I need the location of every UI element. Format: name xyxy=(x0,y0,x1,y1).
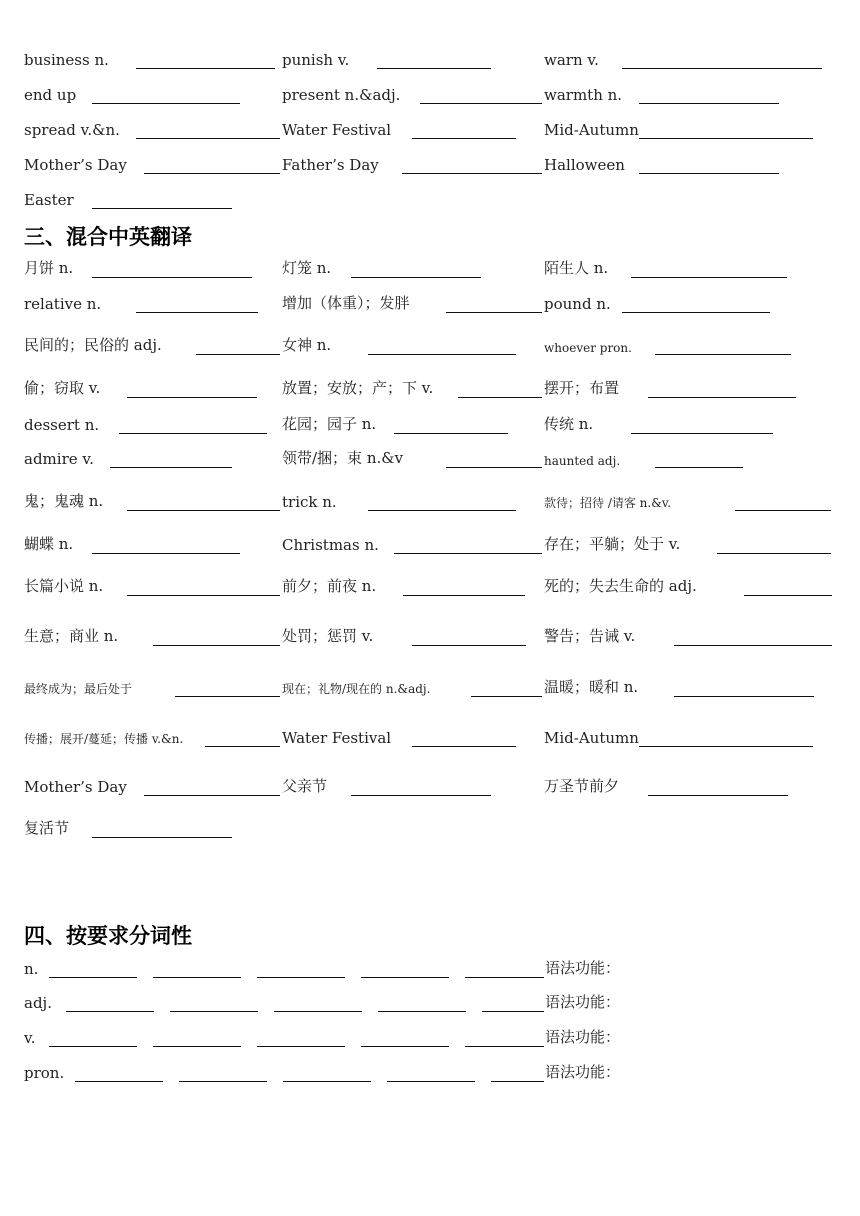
vocab-item xyxy=(24,115,282,145)
answer-blank[interactable] xyxy=(136,312,258,313)
translate-item xyxy=(544,331,844,361)
translate-row-2 xyxy=(0,289,860,319)
translate-row-14 xyxy=(0,814,860,844)
answer-blank[interactable] xyxy=(205,746,280,747)
pos-row-noun xyxy=(0,954,860,984)
translate-item xyxy=(544,289,844,319)
translate-label: 最终成为；最后处于 xyxy=(24,682,133,696)
translate-row-6 xyxy=(0,444,860,474)
answer-blank[interactable] xyxy=(92,553,240,554)
answer-blank[interactable] xyxy=(631,433,773,434)
answer-blank[interactable] xyxy=(351,277,481,278)
answer-blank[interactable] xyxy=(735,510,831,511)
translate-label: 增加（体重）；发胖 xyxy=(282,294,410,312)
grammar-function-label: 语法功能： xyxy=(545,959,621,977)
translate-label: Christmas n. xyxy=(282,536,379,554)
answer-blank[interactable] xyxy=(622,68,822,69)
answer-blank[interactable] xyxy=(655,467,743,468)
answer-blank[interactable] xyxy=(420,103,542,104)
translate-item xyxy=(24,410,282,440)
translate-item xyxy=(544,444,844,474)
vocab-label: business n. xyxy=(24,51,109,69)
answer-blank[interactable] xyxy=(387,1081,475,1082)
answer-blank[interactable] xyxy=(458,397,542,398)
grammar-function-label: 语法功能： xyxy=(545,1063,621,1081)
translate-row-4 xyxy=(0,374,860,404)
vocab-label: Father’s Day xyxy=(282,156,379,174)
answer-blank[interactable] xyxy=(361,1046,449,1047)
translate-item xyxy=(282,622,544,652)
answer-blank[interactable] xyxy=(471,696,542,697)
answer-blank[interactable] xyxy=(378,1011,466,1012)
translate-item xyxy=(544,410,844,440)
translate-item xyxy=(282,530,544,560)
answer-blank[interactable] xyxy=(153,977,241,978)
answer-blank[interactable] xyxy=(368,354,516,355)
answer-blank[interactable] xyxy=(648,795,788,796)
translate-label: 款待；招待 /请客 n.&v. xyxy=(544,496,672,510)
pos-label: pron. xyxy=(24,1064,65,1082)
vocab-label: punish v. xyxy=(282,51,350,69)
vocab-label: present n.&adj. xyxy=(282,86,401,104)
translate-label: 死的；失去生命的 adj. xyxy=(544,577,697,595)
vocab-item xyxy=(544,115,844,145)
answer-blank[interactable] xyxy=(127,397,257,398)
pos-row-adj xyxy=(0,988,860,1018)
answer-blank[interactable] xyxy=(283,1081,371,1082)
vocab-label: Water Festival xyxy=(282,121,392,139)
vocab-item xyxy=(282,45,544,75)
translate-label: 月饼 n. xyxy=(24,259,74,277)
answer-blank[interactable] xyxy=(351,795,491,796)
translate-label: whoever pron. xyxy=(544,341,632,355)
translate-item xyxy=(24,444,282,474)
answer-blank[interactable] xyxy=(136,138,280,139)
answer-blank[interactable] xyxy=(175,696,280,697)
vocab-item xyxy=(24,80,282,110)
answer-blank[interactable] xyxy=(257,1046,345,1047)
translate-label: 现在；礼物/现在的 n.&adj. xyxy=(282,682,431,696)
translate-row-9 xyxy=(0,572,860,602)
translate-item xyxy=(282,444,544,474)
answer-blank[interactable] xyxy=(377,68,491,69)
vocab-label: warn v. xyxy=(544,51,599,69)
pos-item xyxy=(24,1058,844,1088)
section-3-title: 三、混合中英翻译 xyxy=(24,225,192,249)
translate-label: 存在；平躺；处于 v. xyxy=(544,535,681,553)
answer-blank[interactable] xyxy=(274,1011,362,1012)
vocab-item xyxy=(544,150,844,180)
translate-item xyxy=(544,723,844,753)
translate-row-12 xyxy=(0,723,860,753)
translate-row-7 xyxy=(0,487,860,517)
answer-blank[interactable] xyxy=(639,138,813,139)
translate-label: admire v. xyxy=(24,450,94,468)
vocab-item xyxy=(24,45,282,75)
translate-item xyxy=(24,723,282,753)
translate-label: 领带/捆；束 n.&v xyxy=(282,449,404,467)
vocab-label: Easter xyxy=(24,191,74,209)
answer-blank[interactable] xyxy=(127,595,280,596)
vocab-label: Halloween xyxy=(544,156,625,174)
answer-blank[interactable] xyxy=(394,553,542,554)
translate-item xyxy=(24,814,282,844)
translate-label: 鬼；鬼魂 n. xyxy=(24,492,104,510)
answer-blank[interactable] xyxy=(717,553,831,554)
translate-label: 放置；安放；产；下 v. xyxy=(282,379,434,397)
answer-blank[interactable] xyxy=(153,1046,241,1047)
answer-blank[interactable] xyxy=(170,1011,258,1012)
answer-blank[interactable] xyxy=(639,173,779,174)
translate-label: 复活节 xyxy=(24,819,70,837)
translate-row-10 xyxy=(0,622,860,652)
vocab-label: Mid-Autumn xyxy=(544,121,639,139)
answer-blank[interactable] xyxy=(412,746,516,747)
translate-label: 万圣节前夕 xyxy=(544,777,620,795)
answer-blank[interactable] xyxy=(144,173,280,174)
translate-item xyxy=(24,673,282,703)
answer-blank[interactable] xyxy=(92,837,232,838)
answer-blank[interactable] xyxy=(66,1011,154,1012)
translate-item xyxy=(24,331,282,361)
translate-item xyxy=(544,572,844,602)
answer-blank[interactable] xyxy=(92,103,240,104)
translate-row-1 xyxy=(0,254,860,284)
translate-label: relative n. xyxy=(24,295,102,313)
translate-label: 警告；告诫 v. xyxy=(544,627,636,645)
answer-blank[interactable] xyxy=(482,1011,544,1012)
answer-blank[interactable] xyxy=(119,433,267,434)
translate-item xyxy=(24,572,282,602)
translate-row-11 xyxy=(0,673,860,703)
translate-label: 长篇小说 n. xyxy=(24,577,104,595)
vocab-item xyxy=(282,150,544,180)
translate-row-5 xyxy=(0,410,860,440)
answer-blank[interactable] xyxy=(639,103,779,104)
translate-item xyxy=(544,254,844,284)
answer-blank[interactable] xyxy=(744,595,832,596)
translate-item xyxy=(282,487,544,517)
translate-item xyxy=(282,772,544,802)
vocab-item xyxy=(544,80,844,110)
vocab-row-5 xyxy=(0,185,860,215)
translate-item xyxy=(544,374,844,404)
pos-row-pronoun xyxy=(0,1058,860,1088)
answer-blank[interactable] xyxy=(674,696,814,697)
translate-item xyxy=(282,254,544,284)
translate-label: 摆开；布置 xyxy=(544,379,620,397)
translate-label: Mother’s Day xyxy=(24,778,127,796)
translate-label: 花园；园子 n. xyxy=(282,415,377,433)
translate-label: pound n. xyxy=(544,295,611,313)
answer-blank[interactable] xyxy=(92,208,232,209)
answer-blank[interactable] xyxy=(49,977,137,978)
translate-item xyxy=(544,530,844,560)
answer-blank[interactable] xyxy=(465,1046,544,1047)
translate-label: 偷；窃取 v. xyxy=(24,379,101,397)
translate-label: 处罚；惩罚 v. xyxy=(282,627,374,645)
answer-blank[interactable] xyxy=(446,467,542,468)
translate-row-3 xyxy=(0,331,860,361)
translate-item xyxy=(282,289,544,319)
answer-blank[interactable] xyxy=(394,433,508,434)
answer-blank[interactable] xyxy=(92,277,252,278)
answer-blank[interactable] xyxy=(75,1081,163,1082)
answer-blank[interactable] xyxy=(674,645,832,646)
answer-blank[interactable] xyxy=(196,354,280,355)
vocab-row-4 xyxy=(0,150,860,180)
translate-item xyxy=(282,410,544,440)
translate-label: 灯笼 n. xyxy=(282,259,332,277)
answer-blank[interactable] xyxy=(402,173,542,174)
translate-label: 女神 n. xyxy=(282,336,332,354)
pos-label: n. xyxy=(24,960,39,978)
translate-item xyxy=(282,331,544,361)
pos-item xyxy=(24,1023,844,1053)
answer-blank[interactable] xyxy=(368,510,516,511)
pos-item xyxy=(24,954,844,984)
answer-blank[interactable] xyxy=(639,746,813,747)
translate-item xyxy=(282,723,544,753)
translate-label: 陌生人 n. xyxy=(544,259,609,277)
grammar-function-label: 语法功能： xyxy=(545,993,621,1011)
translate-label: 温暖；暖和 n. xyxy=(544,678,639,696)
vocab-item xyxy=(24,185,282,215)
translate-item xyxy=(282,374,544,404)
vocab-row-1 xyxy=(0,45,860,75)
vocab-row-2 xyxy=(0,80,860,110)
translate-label: Water Festival xyxy=(282,729,392,747)
vocab-label: end up xyxy=(24,86,77,104)
translate-item xyxy=(24,772,282,802)
answer-blank[interactable] xyxy=(412,138,516,139)
translate-item xyxy=(544,772,844,802)
pos-label: adj. xyxy=(24,994,52,1012)
translate-label: 民间的；民俗的 adj. xyxy=(24,336,162,354)
answer-blank[interactable] xyxy=(655,354,791,355)
vocab-item xyxy=(282,115,544,145)
answer-blank[interactable] xyxy=(136,68,275,69)
translate-row-13 xyxy=(0,772,860,802)
pos-label: v. xyxy=(24,1029,36,1047)
answer-blank[interactable] xyxy=(412,645,526,646)
answer-blank[interactable] xyxy=(465,977,544,978)
translate-item xyxy=(24,622,282,652)
vocab-item xyxy=(282,80,544,110)
translate-item xyxy=(24,530,282,560)
translate-item xyxy=(24,289,282,319)
answer-blank[interactable] xyxy=(127,510,280,511)
translate-label: haunted adj. xyxy=(544,454,621,468)
translate-label: dessert n. xyxy=(24,416,100,434)
answer-blank[interactable] xyxy=(631,277,787,278)
pos-item xyxy=(24,988,844,1018)
answer-blank[interactable] xyxy=(49,1046,137,1047)
vocab-item xyxy=(544,45,844,75)
translate-label: 父亲节 xyxy=(282,777,328,795)
answer-blank[interactable] xyxy=(446,312,542,313)
grammar-function-label: 语法功能： xyxy=(545,1028,621,1046)
vocab-row-3 xyxy=(0,115,860,145)
answer-blank[interactable] xyxy=(153,645,280,646)
translate-item xyxy=(24,487,282,517)
answer-blank[interactable] xyxy=(622,312,770,313)
answer-blank[interactable] xyxy=(491,1081,544,1082)
translate-item xyxy=(544,487,844,517)
vocab-item xyxy=(24,150,282,180)
answer-blank[interactable] xyxy=(179,1081,267,1082)
translate-label: 前夕；前夜 n. xyxy=(282,577,377,595)
answer-blank[interactable] xyxy=(144,795,280,796)
answer-blank[interactable] xyxy=(361,977,449,978)
translate-label: Mid-Autumn xyxy=(544,729,639,747)
translate-row-8 xyxy=(0,530,860,560)
pos-row-verb xyxy=(0,1023,860,1053)
translate-item xyxy=(24,374,282,404)
translate-item xyxy=(544,622,844,652)
answer-blank[interactable] xyxy=(648,397,796,398)
vocab-label: spread v.&n. xyxy=(24,121,120,139)
answer-blank[interactable] xyxy=(257,977,345,978)
translate-item xyxy=(24,254,282,284)
translate-label: trick n. xyxy=(282,493,337,511)
vocab-label: Mother’s Day xyxy=(24,156,127,174)
translate-item xyxy=(282,673,544,703)
translate-item xyxy=(544,673,844,703)
translate-label: 生意；商业 n. xyxy=(24,627,119,645)
section-4-title: 四、按要求分词性 xyxy=(24,924,192,948)
answer-blank[interactable] xyxy=(110,467,232,468)
translate-label: 蝴蝶 n. xyxy=(24,535,74,553)
translate-label: 传播；展开/蔓延；传播 v.&n. xyxy=(24,732,184,746)
answer-blank[interactable] xyxy=(403,595,525,596)
translate-label: 传统 n. xyxy=(544,415,594,433)
vocab-label: warmth n. xyxy=(544,86,623,104)
translate-item xyxy=(282,572,544,602)
